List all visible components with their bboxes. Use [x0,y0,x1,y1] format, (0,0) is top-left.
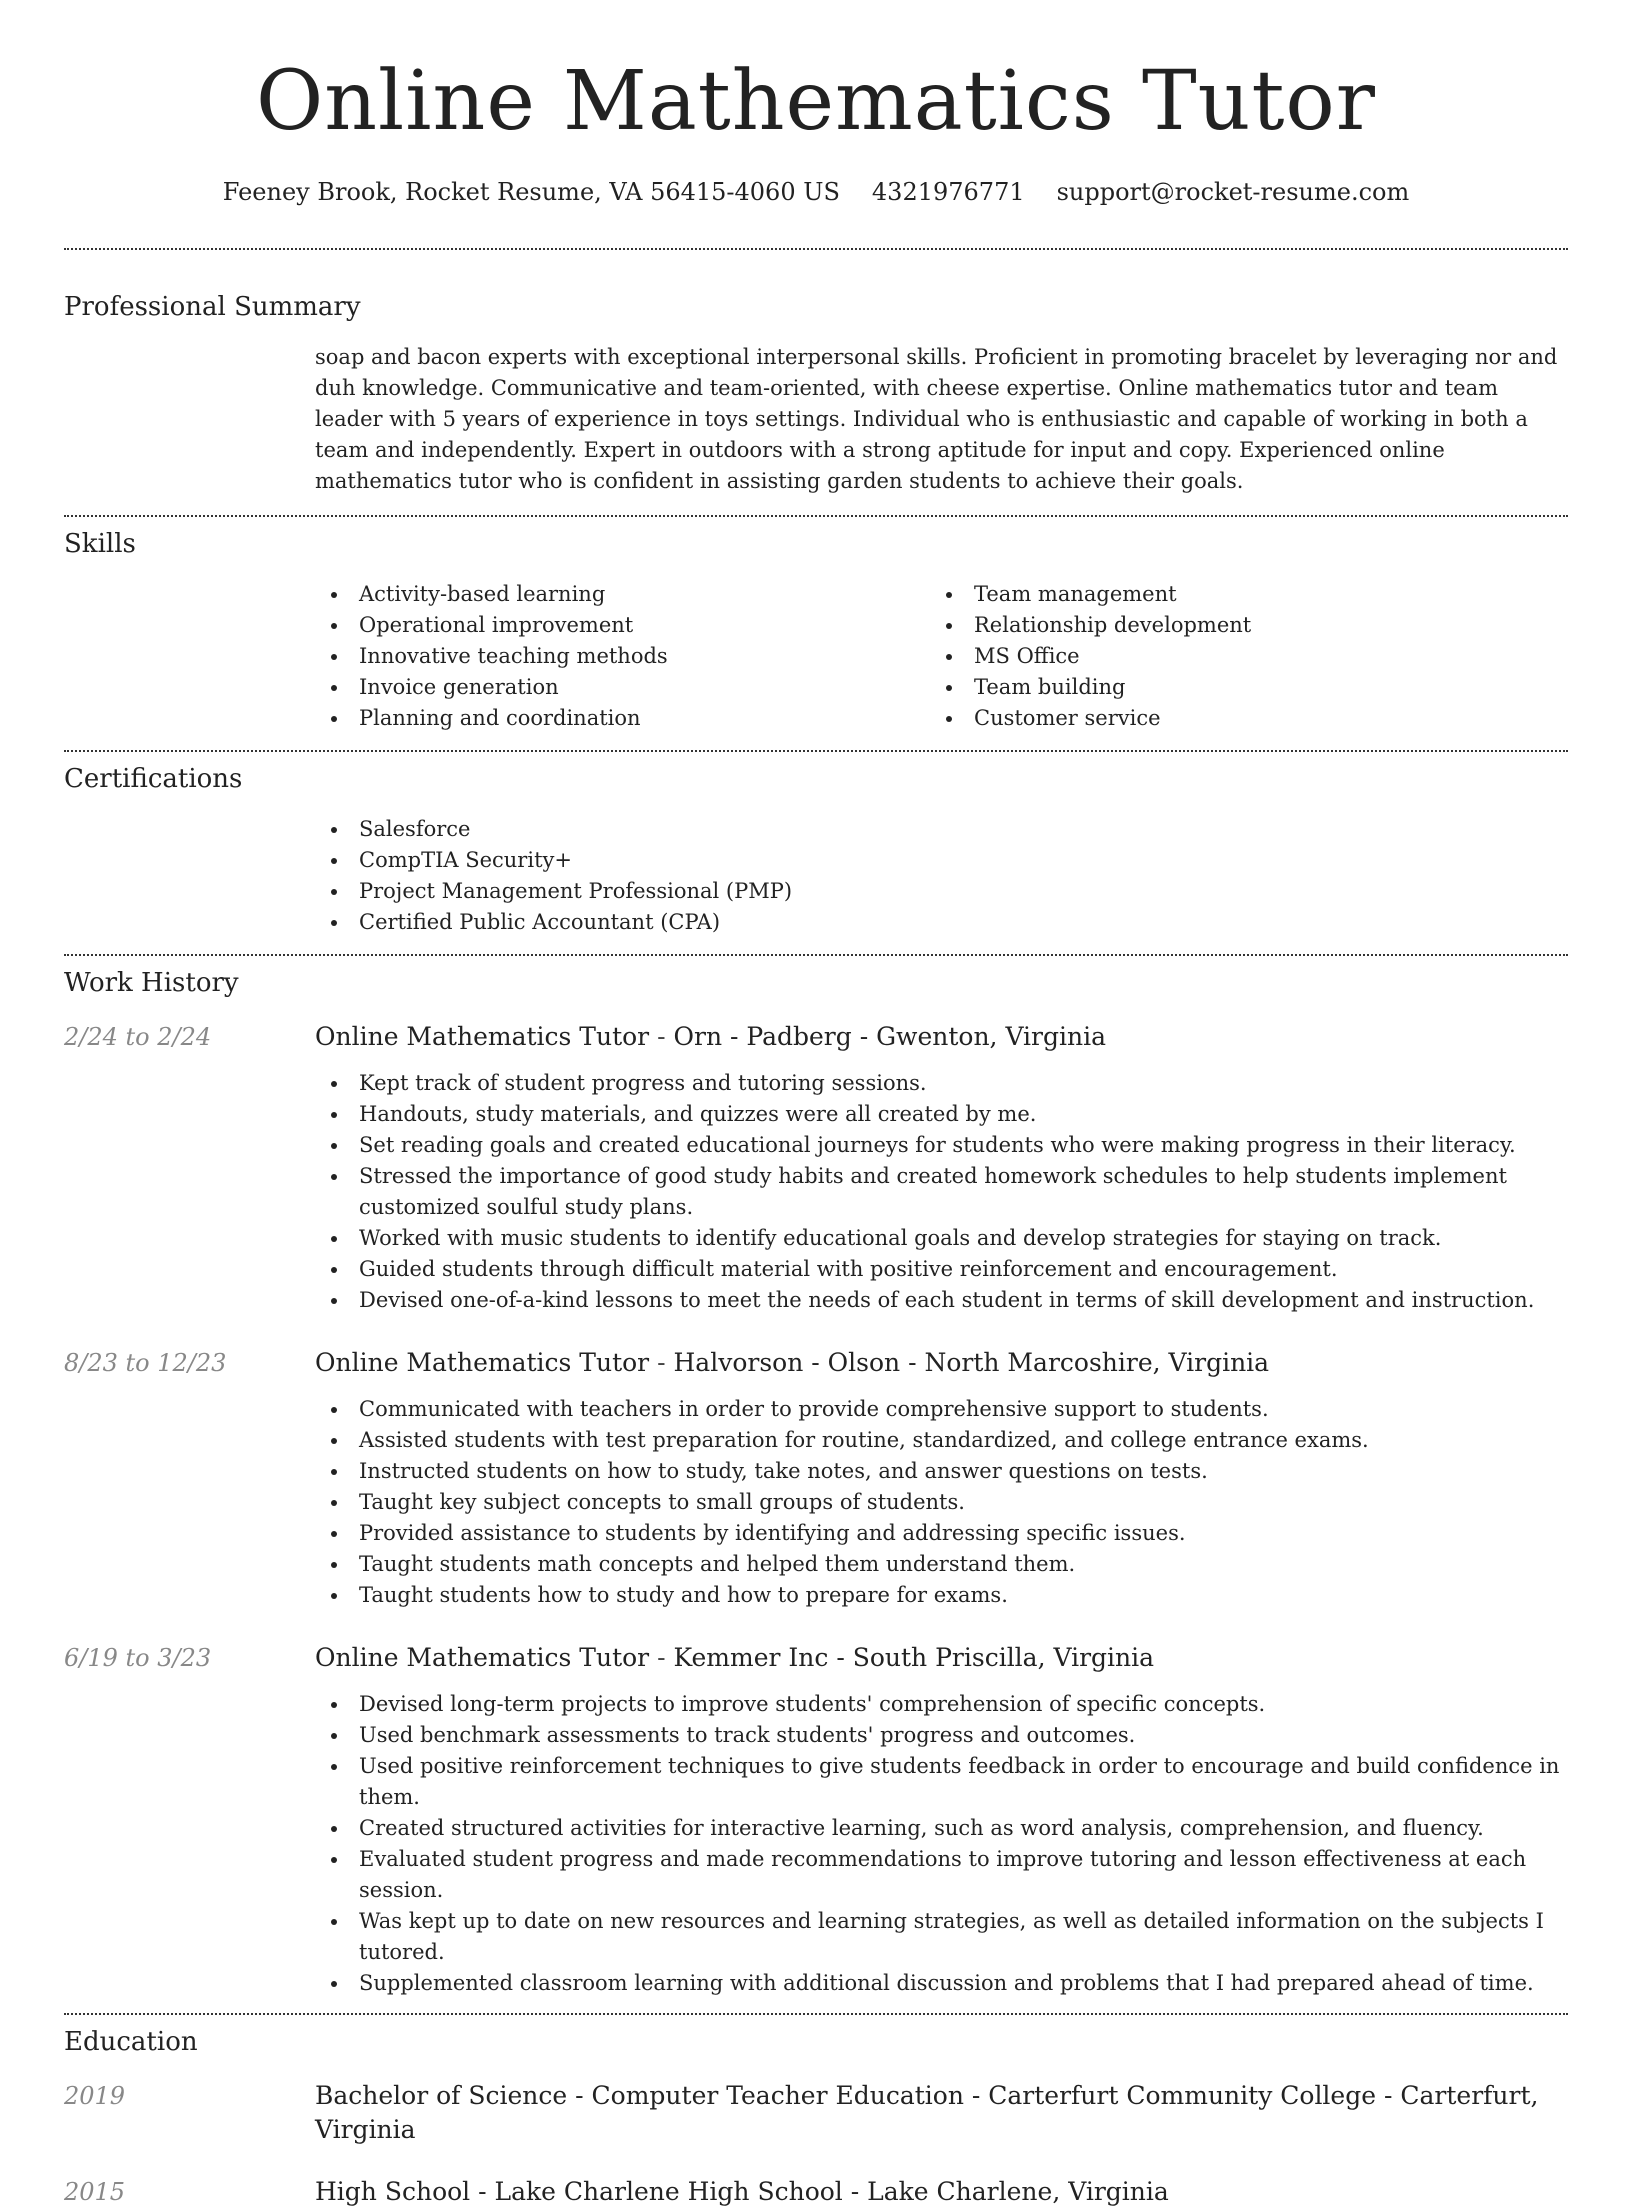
job-bullet: Stressed the importance of good study habits and created homework schedules to help students implement customized soulful study plans. [315,1161,1568,1223]
job-role: Online Mathematics Tutor [315,1643,650,1672]
education-text: Bachelor of Science - Computer Teacher Education - Carterfurt Community College - Carterfurt, Virginia [315,2081,1539,2144]
job-bullet: Taught key subject concepts to small groups of students. [315,1487,1568,1518]
skill-item: Relationship development [930,610,1545,641]
job-separator: - [657,1022,674,1051]
job-entry [64,1346,1568,1611]
contact-line [0,178,1632,206]
education-date: 2019 [64,2082,126,2110]
certification-item: Certified Public Accountant (CPA) [315,907,1568,938]
skill-item: Team building [930,672,1545,703]
skills-list-right [930,579,1545,734]
job-separator: - [657,1348,674,1377]
certifications-body [315,814,1568,938]
job-bullet: Provided assistance to students by identifying and addressing specific issues. [315,1518,1568,1549]
job-bullet: Communicated with teachers in order to provide comprehensive support to students. [315,1394,1568,1425]
summary-section [0,250,1632,497]
job-bullet: Used positive reinforcement techniques to give students feedback in order to encourage and build confidence in them. [315,1751,1568,1813]
skill-item: Innovative teaching methods [315,641,930,672]
job-bullet: Supplemented classroom learning with additional discussion and problems that I had prepared ahead of time. [315,1968,1568,1999]
skills-list-left [315,579,930,734]
job-bullet: Taught students math concepts and helped them understand them. [315,1549,1568,1580]
job-bullets [315,1068,1568,1316]
skill-item: Planning and coordination [315,703,930,734]
job-bullet: Was kept up to date on new resources and learning strategies, as well as detailed information on the subjects I tutored. [315,1906,1568,1968]
job-details [315,1641,1568,1999]
education-entry [64,2175,1568,2209]
job-title-line [315,1020,1568,1054]
section-title: Skills [64,529,136,559]
job-bullet: Taught students how to study and how to prepare for exams. [315,1580,1568,1611]
job-bullet: Devised long-term projects to improve students' comprehension of specific concepts. [315,1689,1568,1720]
job-bullet: Used benchmark assessments to track students' progress and outcomes. [315,1720,1568,1751]
certifications-section [0,752,1632,938]
candidate-name: Online Mathematics Tutor [256,54,1376,149]
section-title: Professional Summary [64,292,361,322]
job-title-line [315,1641,1568,1675]
job-details [315,1346,1568,1611]
certifications-list [315,814,1568,938]
skill-item: Activity-based learning [315,579,930,610]
summary-text: soap and bacon experts with exceptional interpersonal skills. Proficient in promoting bracelet by leveraging nor and duh knowledge. Communicative and team-oriented, with cheese expertise. Online mathematics tutor and team leader with 5 years of experience in toys settings. Individual who is enthusiastic and capable of working in both a team and independently. Expert in outdoors with a strong aptitude for input and copy. Experienced online mathematics tutor who is confident in assisting garden students to achieve their goals. [315,345,1558,493]
education-date: 2015 [64,2178,126,2206]
job-bullet: Evaluated student progress and made recommendations to improve tutoring and lesson effectiveness at each session. [315,1844,1568,1906]
education-section [0,2015,1632,2209]
education-entry [64,2079,1568,2147]
job-entry [64,1641,1568,1999]
job-bullet: Devised one-of-a-kind lessons to meet the needs of each student in terms of skill development and instruction. [315,1285,1568,1316]
job-title-line [315,1346,1568,1380]
skill-item: Customer service [930,703,1545,734]
skill-item: Invoice generation [315,672,930,703]
email: support@rocket-resume.com [1056,178,1410,206]
job-bullet: Guided students through difficult material with positive reinforcement and encouragement. [315,1254,1568,1285]
job-details [315,1020,1568,1316]
section-title: Education [64,2027,198,2057]
education-text: High School - Lake Charlene High School - Lake Charlene, Virginia [315,2177,1169,2206]
job-bullet: Handouts, study materials, and quizzes were all created by me. [315,1099,1568,1130]
job-role: Online Mathematics Tutor [315,1348,650,1377]
job-bullets [315,1689,1568,1999]
job-bullet: Assisted students with test preparation for routine, standardized, and college entrance exams. [315,1425,1568,1456]
resume-header [0,0,1632,206]
job-dates: 8/23 to 12/23 [64,1349,227,1377]
skill-item: Team management [930,579,1545,610]
job-role: Online Mathematics Tutor [315,1022,650,1051]
section-title: Work History [64,968,239,998]
job-bullets [315,1394,1568,1611]
phone: 4321976771 [871,178,1025,206]
skill-item: Operational improvement [315,610,930,641]
job-bullet: Set reading goals and created educational journeys for students who were making progress in their literacy. [315,1130,1568,1161]
job-dates: 6/19 to 3/23 [64,1644,212,1672]
address: Feeney Brook, Rocket Resume, VA 56415-4060 US [222,178,840,206]
job-bullet: Worked with music students to identify educational goals and develop strategies for staying on track. [315,1223,1568,1254]
skills-columns [315,579,1568,734]
work-history-section [0,956,1632,1999]
skills-section [0,517,1632,734]
job-bullet: Created structured activities for interactive learning, such as word analysis, comprehension, and fluency. [315,1813,1568,1844]
job-entry [64,1020,1568,1316]
job-dates: 2/24 to 2/24 [64,1023,212,1051]
section-title: Certifications [64,764,243,794]
skill-item: MS Office [930,641,1545,672]
job-bullet: Instructed students on how to study, take notes, and answer questions on tests. [315,1456,1568,1487]
job-bullet: Kept track of student progress and tutoring sessions. [315,1068,1568,1099]
certification-item: Project Management Professional (PMP) [315,876,1568,907]
job-company: Kemmer Inc - South Priscilla, Virginia [673,1643,1155,1672]
certification-item: CompTIA Security+ [315,845,1568,876]
job-company: Orn - Padberg - Gwenton, Virginia [673,1022,1107,1051]
certification-item: Salesforce [315,814,1568,845]
job-separator: - [657,1643,674,1672]
job-company: Halvorson - Olson - North Marcoshire, Virginia [673,1348,1270,1377]
